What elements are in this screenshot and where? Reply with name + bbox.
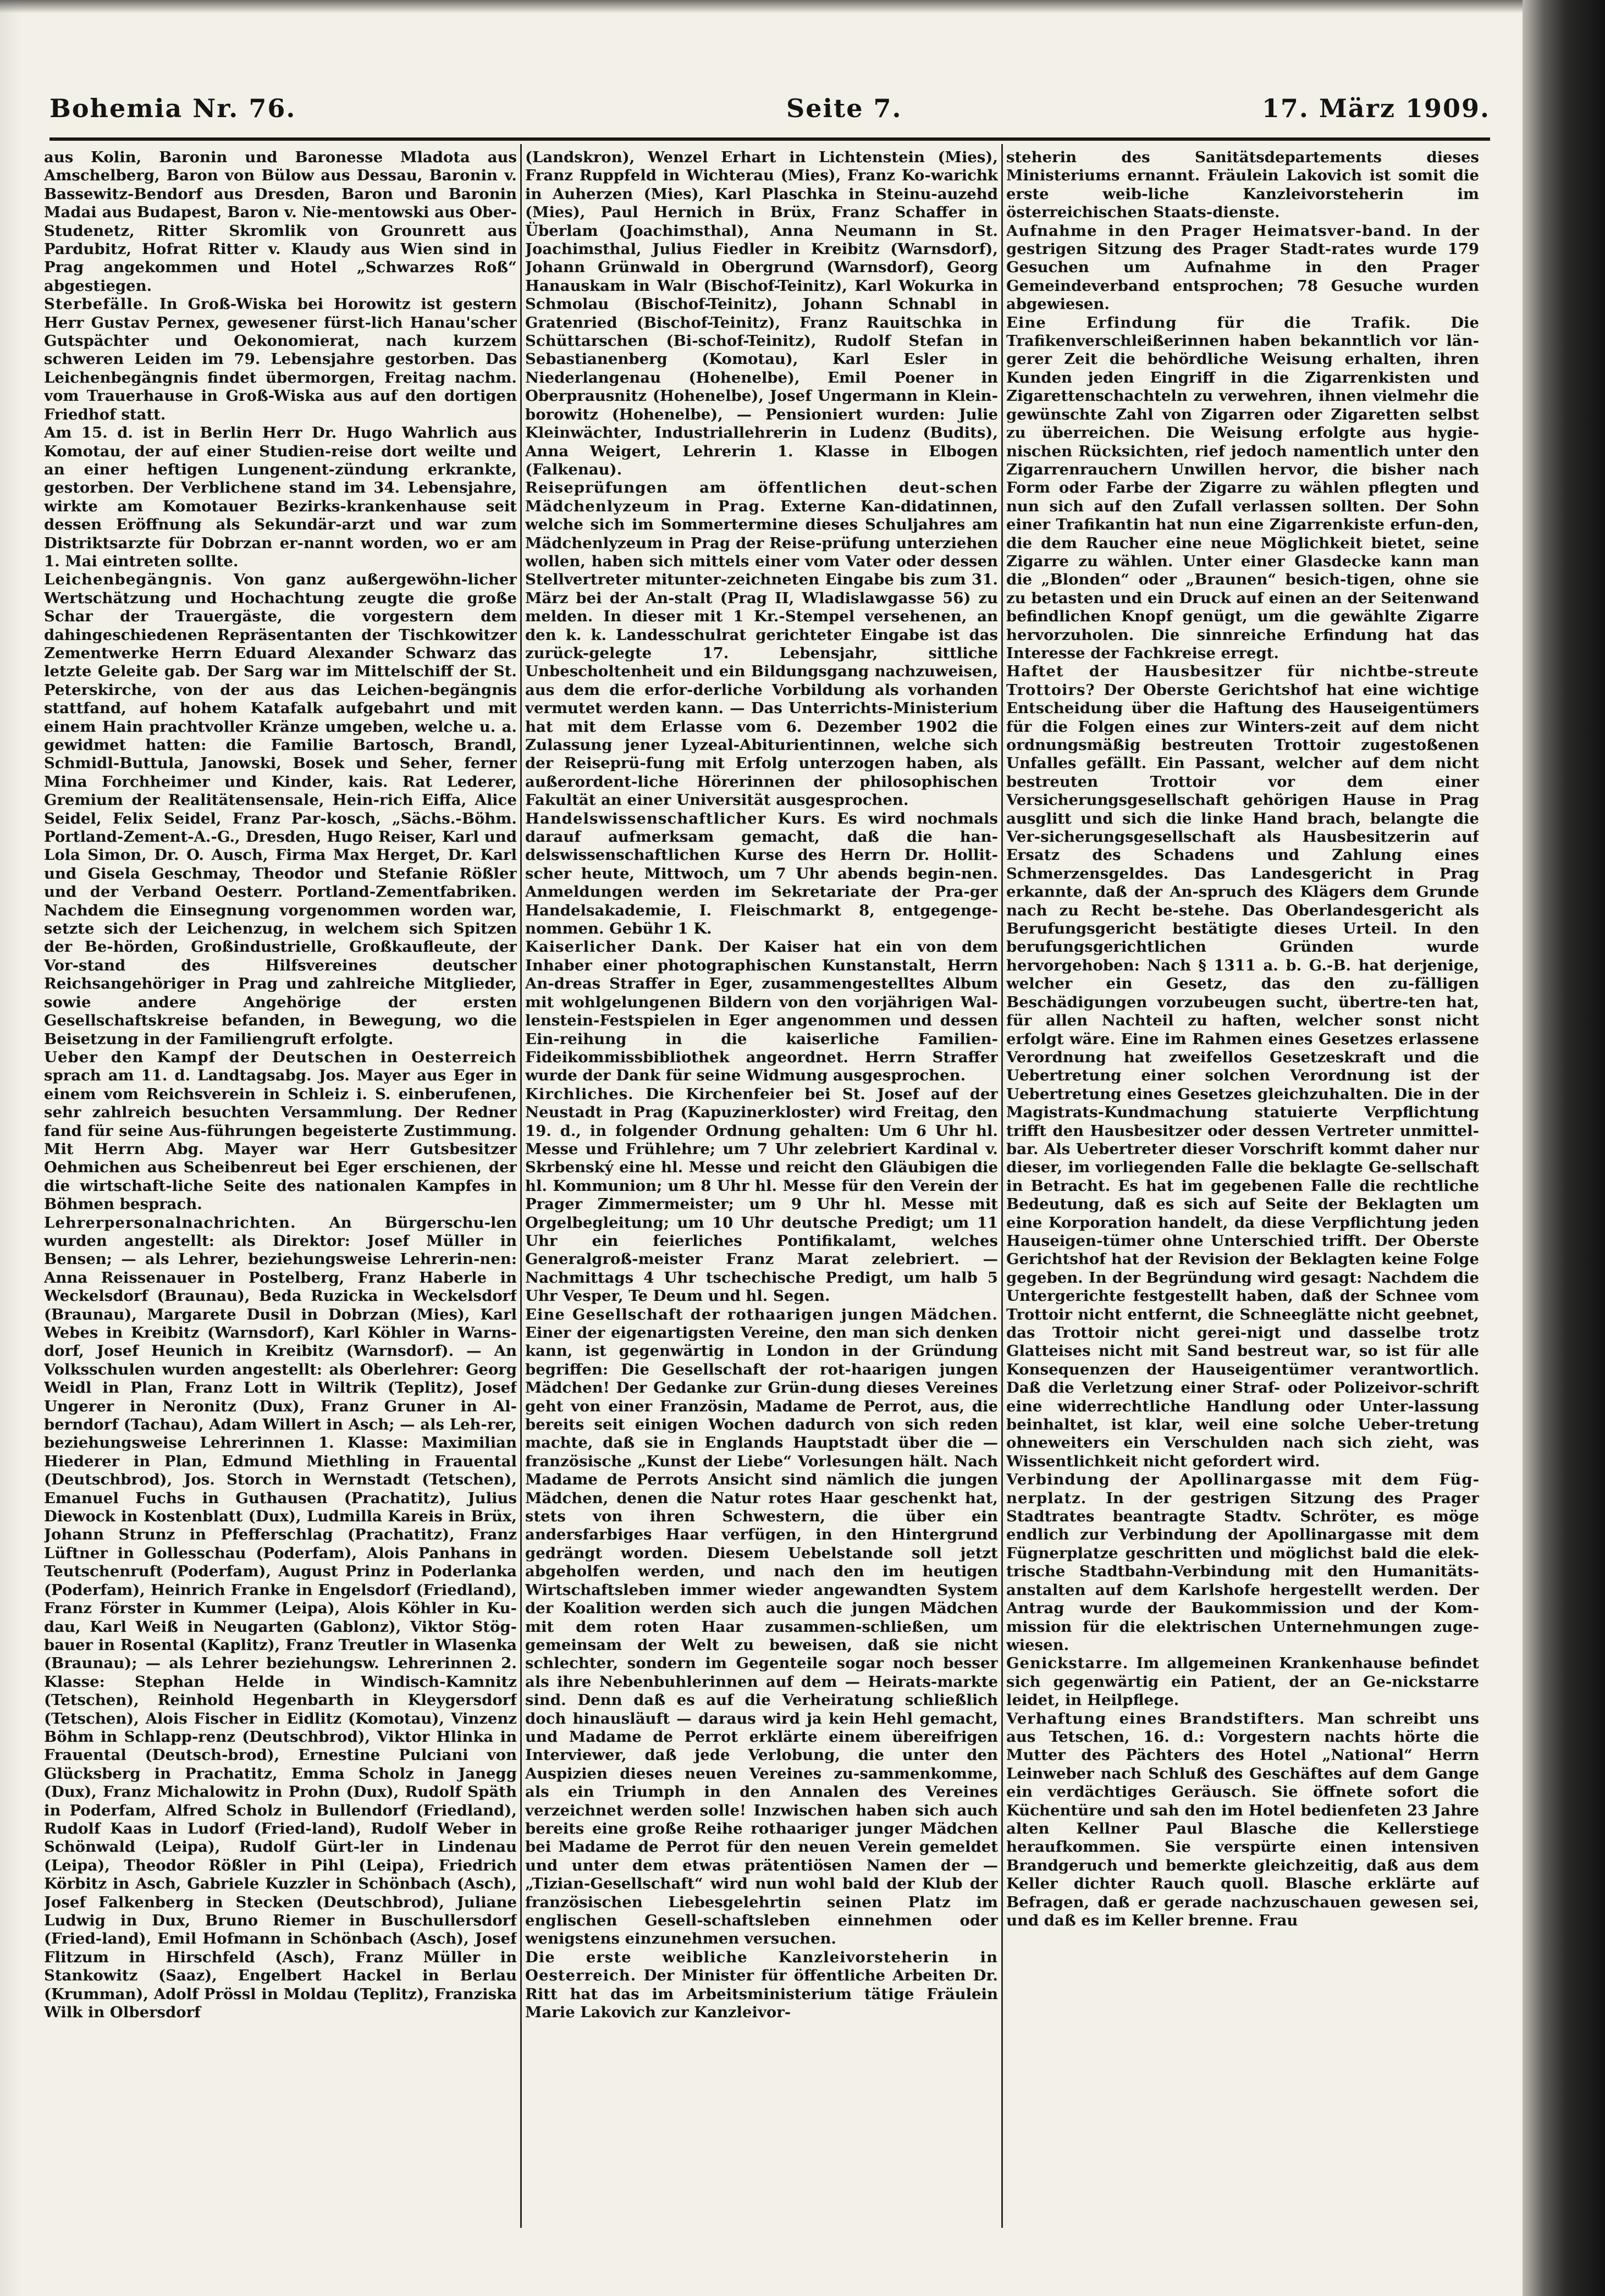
article-text: (Landskron), Wenzel Erhart in Lichtenstein (Mies), Franz Ruppfeld in Wichterau (Mies), Franz Ko-warichk in Auherzen (Mies), Karl Plaschka in Steinu-auzehd (Mies), Paul Hernich in Brüx, Franz Schaffer in Überlam (Joachimsthal), Anna Neumann in St. Joachimsthal, Julius Fiedler in Kreibitz (Warnsdorf), Johann Grünwald in Obergrund (Warnsdorf), Georg Hanauskam in Walr (Bischof-Teinitz), Karl Wokurka in Schmolau (Bischof-Teinitz), Johann Schnabl in Gratenried (Bischof-Teinitz), Franz Rauitschka in Schüttarschen (Bi-schof-Teinitz), Rudolf Stefan in Sebastianenberg (Komotau), Karl Esler in Niederlangenau (Hohenelbe), Emil Poener in Oberprausnitz (Hohenelbe), Josef Ungermann in Klein-borowitz (Hohenelbe), — Pensioniert wurden: Julie Kleinwächter, Industriallehrerin in Ludenz (Budits), Anna Weigert, Lehrerin 1. Klasse in Elbogen (Falkenau).	[525, 148, 998, 478]
article-text: Es wird nochmals darauf aufmerksam gemacht, daß die han-delswissenschaftlichen Kurse des Herrn Dr. Hollit-scher heute, Mittwoch, um 7 Uhr abends begin-nen. Anmeldungen werden im Sekretariate der Pra-ger Handelsakademie, I. Fleischmarkt 8, entgegenge-nommen. Gebühr 1 K.	[525, 809, 998, 938]
article-paragraph	[1006, 1654, 1479, 1709]
article-heading: Genickstarre.	[1006, 1654, 1129, 1673]
article-text: Die Trafikenverschleißerinnen haben bekanntlich vor län-gerer Zeit die behördliche Weisung erhalten, ihren Kunden jeden Eingriff in die Zigarrenkisten und Zigarettenschachteln zu verwehren, ihnen vielmehr die gewünschte Zahl von Zigarren oder Zigaretten selbst zu überreichen. Die Weisung erfolgte aus hygie-nischen Rücksichten, rief jedoch namentlich unter den Zigarrenrauchern Unwillen hervor, die bisher nach Form oder Farbe der Zigarre zu wählen pflegten und nun sich auf den Zufall verlassen sollten. Der Sohn einer Trafikantin hat nun eine Zigarrenkiste erfun-den, die dem Raucher eine neue Möglichkeit bietet, seine Zigarre zu wählen. Unter einer Glasdecke kann man die „Blonden“ oder „Braunen“ besich-tigen, ohne sie zu betasten und ein Druck auf einen an der Seitenwand befindlichen Knopf genügt, um die gewählte Zigarre hervorzuholen. Die sinnreiche Erfindung hat das Interesse der Fachkreise erregt.	[1006, 313, 1479, 662]
header-publication: Bohemia Nr. 76.	[49, 93, 296, 123]
article-text: Einer der eigenartigsten Vereine, den man sich denken kann, ist gegenwärtig in London in der Gründung begriffen: Die Gesellschaft der rot-haarigen jungen Mädchen! Der Gedanke zur Grün-dung dieses Vereines geht von einer Französin, Madame de Perrot, aus, die bereits seit einigen Wochen dadurch von sich reden machte, daß sie in Englands Hauptstadt über die — französische „Kunst der Liebe“ Vorlesungen hält. Nach Madame de Perrots Ansicht sind nämlich die jungen Mädchen, denen die Natur rotes Haar geschenkt hat, stets von ihren Schwestern, die über ein andersfarbiges Haar verfügen, in den Hintergrund gedrängt worden. Diesem Uebelstande soll jetzt abgeholfen werden, und nach den im heutigen Wirtschaftsleben immer wieder angewandten System der Koalition werden sich auch die jungen Mädchen mit dem roten Haar zusammen-schließen, um gemeinsam der Welt zu beweisen, daß sie nicht schlechter, sondern im Gegenteile sogar noch besser als ihre Nebenbuhlerinnen auf dem — Heirats-markte sind. Denn daß es auf die Verheiratung schließlich doch hinausläuft — daraus wird ja kein Hehl gemacht, und Madame de Perrot erklärte einem übereifrigen Interviewer, daß jede Verlobung, die unter den Auspizien dieses neuen Vereines zu-sammenkomme, als ein Triumph in den Annalen des Vereines verzeichnet werden solle! Inzwischen haben sich auch bereits eine große Reihe rothaariger junger Mädchen bei Madame de Perrot für den neuen Verein gemeldet und unter dem etwas prätentiösen Namen der — „Tizian-Gesellschaft“ wird nun wohl bald der Klub der französischen Liebesgelehrtin seinen Platz im englischen Gesell-schaftsleben einnehmen oder wenigstens einzunehmen versuchen.	[525, 1324, 998, 1948]
page-fold-edge	[1523, 0, 1605, 2296]
article-text: Die Kirchenfeier bei St. Josef auf der Neustadt in Prag (Kapuzinerkloster) wird Freitag, den 19. d., in folgender Ordnung gehalten: Um 6 Uhr hl. Messe und Frühlehre; um 7 Uhr zelebriert Kardinal v. Skrbenský eine hl. Messe und reicht den Gläubigen die hl. Kommunion; um 8 Uhr hl. Messe für den Verein der Prager Zimmermeister; um 9 Uhr hl. Messe mit Orgelbegleitung; um 10 Uhr deutsche Predigt; um 11 Uhr ein feierliches Pontifikalamt, welches Generalgroß-meister Franz Marat zelebriert. — Nachmittags 4 Uhr tschechische Predigt, um halb 5 Uhr Vesper, Te Deum und hl. Segen.	[525, 1085, 998, 1305]
article-text: In Groß-Wiska bei Horowitz ist gestern Herr Gustav Pernex, gewesener fürst-lich Hanau'scher Gutspächter und Oekonomierat, nach kurzem schweren Leiden im 79. Lebensjahre gestorben. Das Leichenbegängnis findet übermorgen, Freitag nachm. vom Trauerhause in Groß-Wiska aus auf den dortigen Friedhof statt.	[44, 295, 517, 423]
column-divider	[520, 144, 522, 2228]
article-text: Von ganz außergewöhn-licher Wertschätzung und Hochachtung zeugte die große Schar der Trauergäste, die vorgestern dem dahingeschiedenen Repräsentanten der Tischkowitzer Zementwerke Herrn Eduard Alexander Schwarz das letzte Geleite gab. Der Sarg war im Mittelschiff der St. Peterskirche, von der aus das Leichen-begängnis stattfand, auf hohem Katafalk aufgebahrt und mit einem Hain prachtvoller Kränze umgeben, welche u. a. gewidmet hatten: die Familie Bartosch, Brandl, Schmidl-Buttula, Janowski, Bosek und Seher, ferner Mina Forchheimer und Kinder, kais. Rat Lederer, Gremium der Realitätensensale, Hein-rich Eiffa, Alice Seidel, Felix Seidel, Franz Par-kosch, „Sächs.-Böhm. Portland-Zement-A.-G., Dresden, Hugo Reiser, Karl und Lola Simon, Dr. O. Ausch, Firma Max Herget, Dr. Karl und Gisela Geschmay, Theodor und Stefanie Rößler und der Verband Oesterr. Portland-Zementfabriken. Nachdem die Einsegnung vorgenommen worden war, setzte sich der Leichenzug, in welchem sich Spitzen der Be-hörden, Großindustrielle, Großkaufleute, der Vor-stand des Hilfsvereines deutscher Reichsangehöriger in Prag und zahlreiche Mitglieder, sowie andere Angehörige der ersten Gesellschaftskreise befanden, in Bewegung, wo die Beisetzung in der Familiengruft erfolgte.	[44, 571, 517, 1048]
article-paragraph	[1006, 1710, 1479, 1930]
article-paragraph	[44, 1048, 517, 1214]
article-text: Im allgemeinen Krankenhause befindet sich gegenwärtig ein Patient, der an Ge-nickstarre leidet, in Heilpflege.	[1006, 1654, 1479, 1709]
article-heading: Kirchliches.	[525, 1085, 634, 1103]
article-paragraph	[1006, 222, 1479, 314]
article-paragraph	[525, 810, 998, 939]
article-paragraph	[525, 479, 998, 809]
article-heading: Ueber den Kampf der Deutschen in Oesterreich	[44, 1048, 517, 1066]
article-heading: Eine Gesellschaft der rothaarigen jungen Mädchen.	[525, 1305, 998, 1323]
article-heading: Haftet der Hausbesitzer für nichtbe-streute Trottoirs?	[1006, 663, 1479, 699]
article-heading: Verbindung der Apollinargasse mit dem Fügnerplatz.	[1006, 1471, 1479, 1507]
article-text: Am 15. d. ist in Berlin Herr Dr. Hugo Wahrlich aus Komotau, der auf einer Studien-reise dort weilte und an einer heftigen Lungenent-zündung erkrankte, gestorben. Der Verblichene stand im 34. Lebensjahre, wirkte am Komotauer Bezirks-krankenhause seit dessen Eröffnung als Sekundär-arzt und war zum Distriktsarzte für Dobrzan er-nannt worden, wo er am 1. Mai eintreten sollte.	[44, 424, 517, 570]
article-heading: Handelswissenschaftlicher Kurs.	[525, 809, 826, 827]
article-paragraph	[525, 1085, 998, 1306]
article-text: Externe Kan-didatinnen, welche sich im Sommertermine dieses Schuljahres am Mädchenlyzeum in Prag der Reise-prüfung unterziehen wollen, haben sich mittels einer vom Vater oder dessen Stellvertreter mitunter-zeichneten Eingabe bis zum 31. März bei der An-stalt (Prag II, Wladislawgasse 56) zu melden. In dieser mit 1 Kr.-Stempel versehenen, an den k. k. Landesschulrat gerichteter Eingabe ist das zurück-gelegte 17. Lebensjahr, sittliche Unbescholtenheit und ein Bildungsgang nachzuweisen, aus dem die erfor-derliche Vorbildung als vorhanden vermutet werden kann. — Das Unterrichts-Ministerium hat mit dem Erlasse vom 6. Dezember 1902 die Zulassung jener Lyzeal-Abiturientinnen, welche sich der Reiseprü-fung mit Erfolg unterzogen haben, als außerordent-liche Hörerinnen der philosophischen Fakultät an einer Universität ausgesprochen.	[525, 497, 998, 809]
article-heading: Lehrerpersonalnachrichten.	[44, 1213, 296, 1232]
article-heading: Leichenbegängnis.	[44, 571, 213, 589]
article-text: An Bürgerschu-len wurden angestellt: als Direktor: Josef Müller in Bensen; — als Lehrer, beziehungsweise Lehrerin-nen: Anna Reissenauer in Postelberg, Franz Haberle in Weckelsdorf (Braunau), Beda Ruzicka in Weckelsdorf (Braunau), Margarete Dusil in Dobrzan (Mies), Karl Webes in Kreibitz (Warnsdorf), Karl Köhler in Warns-dorf, Josef Heunich in Kreibitz (Warnsdorf). — An Volksschulen wurden angestellt: als Oberlehrer: Georg Weidl in Plan, Franz Lott in Wiltrik (Teplitz), Josef Ungerer in Neronitz (Dux), Franz Gruner in Al-berndorf (Tachau), Adam Willert in Asch; — als Leh-rer, beziehungsweise Lehrerinnen 1. Klasse: Maximilian Hiederer in Plan, Edmund Miethling in Frauental (Deutschbrod), Jos. Storch in Wernstadt (Tetschen), Emanuel Fuchs in Guthausen (Prachatitz), Julius Diewock in Kostenblatt (Dux), Ludmilla Kareis in Brüx, Johann Strunz in Pfefferschlag (Prachatitz), Franz Lüftner in Gollesschau (Poderfam), Alois Panhans in Teutschenruft (Poderfam), August Prinz in Poderlanka (Poderfam), Heinrich Franke in Engelsdorf (Friedland), Franz Förster in Kummer (Leipa), Alois Köhler in Ku-dau, Karl Weiß in Neugarten (Gablonz), Viktor Stög-bauer in Rosental (Kaplitz), Franz Treutler in Wlasenka (Braunau); — als Lehrer beziehungsw. Lehrerinnen 2. Klasse: Stephan Helde in Windisch-Kamnitz (Tetschen), Reinhold Hegenbarth in Kleygersdorf (Tetschen), Alois Fischer in Eidlitz (Komotau), Vinzenz Böhm in Schlapp-renz (Deutschbrod), Viktor Hlinka in Frauental (Deutsch-brod), Ernestine Pulciani von Glücksberg in Prachatitz, Emma Scholz in Janegg (Dux), Franz Michalowitz in Prohn (Dux), Rudolf Späth in Poderfam, Alfred Scholz in Bullendorf (Friedland), Rudolf Kaas in Ludorf (Fried-land), Rudolf Weber in Schönwald (Leipa), Rudolf Gürt-ler in Lindenau (Leipa), Theodor Rößler in Pihl (Leipa), Friedrich Körbitz in Asch, Gabriele Kuzzler in Schönbach (Asch), Josef Falkenberg in Stecken (Deutschbrod), Juliane Ludwig in Dux, Bruno Riemer in Buschullersdorf (Fried-land), Emil Hofmann in Schönbach (Asch), Josef Flitzum in Hirschfeld (Asch), Franz Müller in Stankowitz (Saaz), Engelbert Hackel in Berlau (Krumman), Adolf Prössl in Moldau (Teplitz), Franziska Wilk in Olbersdorf	[44, 1213, 517, 2022]
article-paragraph	[44, 148, 517, 295]
article-text: Man schreibt uns aus Tetschen, 16. d.: Vorgestern nachts hörte die Mutter des Pächters des Hotel „National“ Herrn Leinweber nach Schluß des Geschäftes auf dem Gange ein verdächtiges Geräusch. Sie öffnete sofort die Küchentüre und sah den im Hotel bedienfeten 23 Jahre alten Kellner Paul Blasche die Kellerstiege heraufkommen. Sie verspürte einen intensiven Brandgeruch und bemerkte gleichzeitig, daß aus dem Keller dichter Rauch quoll. Blasche erklärte auf Befragen, daß er gerade nachzuschauen gewesen sei, und daß es im Keller brenne. Frau	[1006, 1709, 1479, 1929]
article-heading: Reiseprüfungen am öffentlichen deut-schen Mädchenlyzeum in Prag.	[525, 479, 998, 515]
article-heading: Aufnahme in den Prager Heimatsver-band.	[1006, 222, 1412, 240]
page-top-shadow	[0, 0, 1605, 13]
article-heading: Verhaftung eines Brandstifters.	[1006, 1709, 1305, 1727]
article-text: In der gestrigen Sitzung des Prager Stadt-rates wurde 179 Gesuchen um Aufnahme in den Prager Gemeindeverband entsprochen; 78 Gesuche wurden abgewiesen.	[1006, 222, 1479, 313]
column-1	[44, 148, 517, 2221]
article-paragraph	[44, 1214, 517, 2022]
article-text: Der Minister für öffentliche Arbeiten Dr. Ritt hat das im Arbeitsministerium tätige Fräulein Marie Lakovich zur Kanzleivor-	[525, 1967, 998, 2022]
article-heading: Die erste weibliche Kanzleivorsteherin in Oesterreich.	[525, 1948, 998, 1985]
article-heading: Sterbefälle.	[44, 295, 149, 313]
article-text: Der Oberste Gerichtshof hat eine wichtige Entscheidung über die Haftung des Hauseigentümers für die Folgen eines zur Winters-zeit auf dem nicht ordnungsmäßig bestreuten Trottoir zugestoßenen Unfalles gefällt. Ein Passant, welcher auf dem nicht bestreuten Trottoir vor dem einer Versicherungsgesellschaft gehörigen Hause in Prag ausglitt und sich die linke Hand brach, belangte die Ver-sicherungsgesellschaft als Hausbesitzerin auf Ersatz des Schadens und Zahlung eines Schmerzensgeldes. Das Landesgericht in Prag erkannte, daß der An-spruch des Klägers dem Grunde nach zu Recht be-stehe. Das Oberlandesgericht als Berufungsgericht bestätigte dieses Urteil. In den berufungsgerichtlichen Gründen wurde hervorgehoben: Nach § 1311 a. b. G.-B. hat derjenige, welcher ein Gesetz, das den zu-fälligen Beschädigungen vorzubeugen sucht, übertre-ten hat, für allen Nachteil zu haften, welcher sonst nicht erfolgt wäre. Eine im Rahmen eines Gesetzes erlassene Verordnung hat zweifellos Gesetzeskraft und die Uebertretung einer solchen Verordnung ist der Uebertretung eines Gesetzes gleichzuhalten. Die in der Magistrats-Kundmachung statuierte Verpflichtung trifft den Hausbesitzer oder dessen Vertreter unmittel-bar. Als Uebertreter dieser Vorschrift kommt daher nur dieser, im vorliegenden Falle die beklagte Ge-sellschaft in Betracht. Es hat im gegebenen Falle die rechtliche Bedeutung, daß es sich auf Seite der Beklagten um eine Korporation handelt, da diese Verpflichtung jeden Hauseigen-tümer ohne Unterschied trifft. Der Oberste Gerichtshof hat der Revision der Beklagten keine Folge gegeben. In der Begründung wird gesagt: Nachdem die Untergerichte festgestellt haben, daß der Schnee vom Trottoir nicht entfernt, die Schneeglätte nicht geebnet, das Trottoir nicht gerei-nigt und dasselbe trotz Glatteises nicht mit Sand bestreut war, so ist für alle Konsequenzen der Hauseigentümer verantwortlich. Daß die Verletzung einer Straf- oder Polizeivor-schrift eine widerrechtliche Handlung oder Unter-lassung beinhaltet, ist klar, weil eine solche Ueber-tretung ohneweiters ein Verschulden nach sich zieht, was Wissentlichkeit nicht gefordert wird.	[1006, 681, 1479, 1470]
article-text: sprach am 11. d. Landtagsabg. Jos. Mayer aus Eger in einem vom Reichsverein in Schleiz i. S. einberufenen, sehr zahlreich besuchten Versammlung. Der Redner fand für seine Aus-führungen begeisterte Zustimmung. Mit Herrn Abg. Mayer war Herr Gutsbesitzer Oehmichen aus Scheibenreut bei Eger erschienen, der die wirtschaft-liche Seite des nationalen Kampfes in Böhmen besprach.	[44, 1067, 517, 1213]
column-2	[525, 148, 998, 2221]
article-paragraph	[44, 424, 517, 571]
page-header	[49, 93, 1490, 137]
header-date: 17. März 1909.	[1261, 93, 1490, 123]
article-paragraph	[44, 295, 517, 424]
header-page-number: Seite 7.	[786, 93, 902, 123]
article-heading: Kaiserlicher Dank.	[525, 938, 704, 956]
article-paragraph	[1006, 148, 1479, 222]
article-paragraph	[525, 1306, 998, 1949]
article-text: steherin des Sanitätsdepartements dieses Ministeriums ernannt. Fräulein Lakovich ist somit die erste weib-liche Kanzleivorsteherin im österreichischen Staats-dienste.	[1006, 148, 1479, 222]
article-paragraph	[44, 571, 517, 1048]
article-paragraph	[1006, 314, 1479, 663]
article-paragraph	[1006, 663, 1479, 1471]
column-divider	[1001, 144, 1003, 2228]
article-paragraph	[1006, 1471, 1479, 1654]
article-heading: Eine Erfindung für die Trafik.	[1006, 313, 1411, 332]
article-paragraph	[525, 938, 998, 1085]
header-rule	[49, 137, 1490, 141]
article-text: Der Kaiser hat ein von dem Inhaber einer photographischen Kunstanstalt, Herrn An-dreas Straffer in Eger, zusammengestelltes Album mit wohlgelungenen Bildern von den vorjährigen Wal-lenstein-Festspielen in Eger angenommen und dessen Ein-reihung in die kaiserliche Familien-Fideikommissbibliothek angeordnet. Herrn Straffer wurde der Dank für seine Widmung ausgesprochen.	[525, 938, 998, 1085]
article-paragraph	[525, 148, 998, 479]
article-text: In der gestrigen Sitzung des Prager Stadtrates beantragte Stadtv. Schröter, es möge endlich zur Verbindung der Apollinargasse mit dem Fügnerplatze geschritten und möglichst bald die elek-trische Stadtbahn-Verbindung mit den Humanitäts-anstalten auf dem Karlshofe hergestellt werden. Der Antrag wurde der Baukommission und der Kom-mission für die elektrischen Unternehmungen zuge-wiesen.	[1006, 1489, 1479, 1654]
article-paragraph	[525, 1949, 998, 2022]
article-text: aus Kolin, Baronin und Baronesse Mladota aus Amschelberg, Baron von Bülow aus Dessau, Baronin v. Bassewitz-Bendorf aus Dresden, Baron und Baronin Madai aus Budapest, Baron v. Nie-mentowski aus Ober-Studenetz, Ritter Skromlik von Grounrett aus Pardubitz, Hofrat Ritter v. Klaudy aus Wien sind in Prag angekommen und Hotel „Schwarzes Roß“ abgestiegen.	[44, 148, 517, 295]
column-3	[1006, 148, 1479, 2221]
